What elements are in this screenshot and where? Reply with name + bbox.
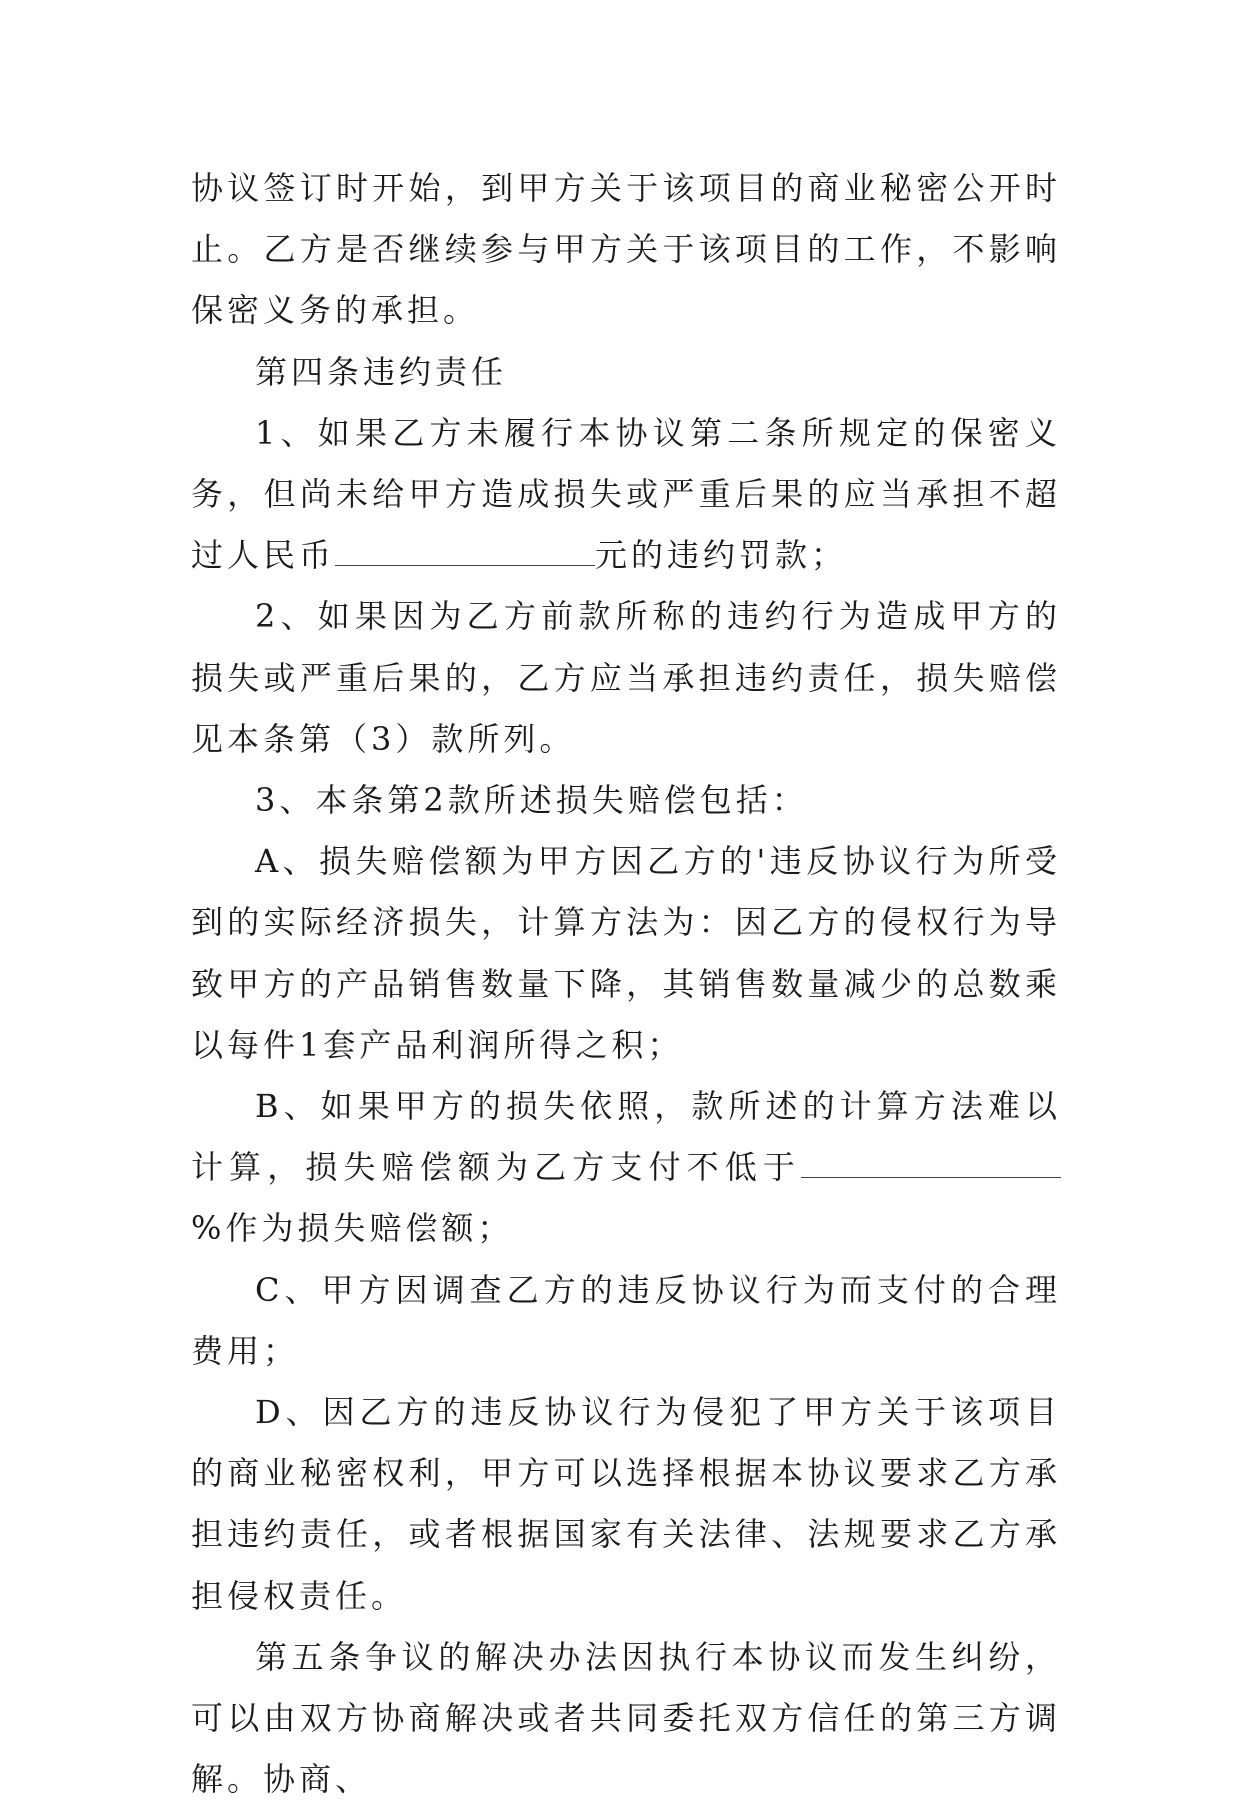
paragraph-item-a: A、损失赔偿额为甲方因乙方的'违反协议行为所受到的实际经济损失，计算方法为：因乙方的侵权行为导致甲方的产品销售数量下降，其销售数量减少的总数乘以每件1套产品利润所得之积； [191,842,1061,1064]
paragraph-article-five: 第五条争议的解决办法因执行本协议而发生纠纷，可以由双方协商解决或者共同委托双方信任的第三方调解。协商、 [191,1637,1061,1799]
percentage-blank [801,1149,1061,1178]
item-b-text: B、如果甲方的损失依照，款所述的计算方法难以计算，损失赔偿额为乙方支付不低于 [191,1087,1061,1187]
clause-1-suffix: 元的违约罚款； [595,536,848,575]
clause-1-text: 1、如果乙方未履行本协议第二条所规定的保密义务，但尚未给甲方造成损失或严重后果的应当承担不超过人民币 [191,413,1061,575]
paragraph-confidentiality-period: 协议签订时开始，到甲方关于该项目的商业秘密公开时止。乙方是否继续参与甲方关于该项目的工作，不影响保密义务的承担。 [191,169,1061,330]
heading-article-four: 第四条违约责任 [255,352,508,391]
paragraph-clause-3: 3、本条第2款所述损失赔偿包括： [255,781,808,820]
document-body [191,158,1061,1810]
paragraph-item-d: D、因乙方的违反协议行为侵犯了甲方关于该项目的商业秘密权利，甲方可以选择根据本协议要求乙方承担违约责任，或者根据国家有关法律、法规要求乙方承担侵权责任。 [191,1393,1061,1615]
paragraph-clause-1 [191,403,1061,587]
paragraph-clause-2: 2、如果因为乙方前款所称的违约行为造成甲方的损失或严重后果的，乙方应当承担违约责任，损失赔偿见本条第（3）款所列。 [191,597,1061,758]
item-b-suffix: %作为损失赔偿额； [191,1209,514,1248]
paragraph-item-c: C、甲方因调查乙方的违反协议行为而支付的合理费用； [191,1270,1061,1370]
penalty-amount-blank [335,537,595,566]
paragraph-item-b [191,1076,1061,1260]
